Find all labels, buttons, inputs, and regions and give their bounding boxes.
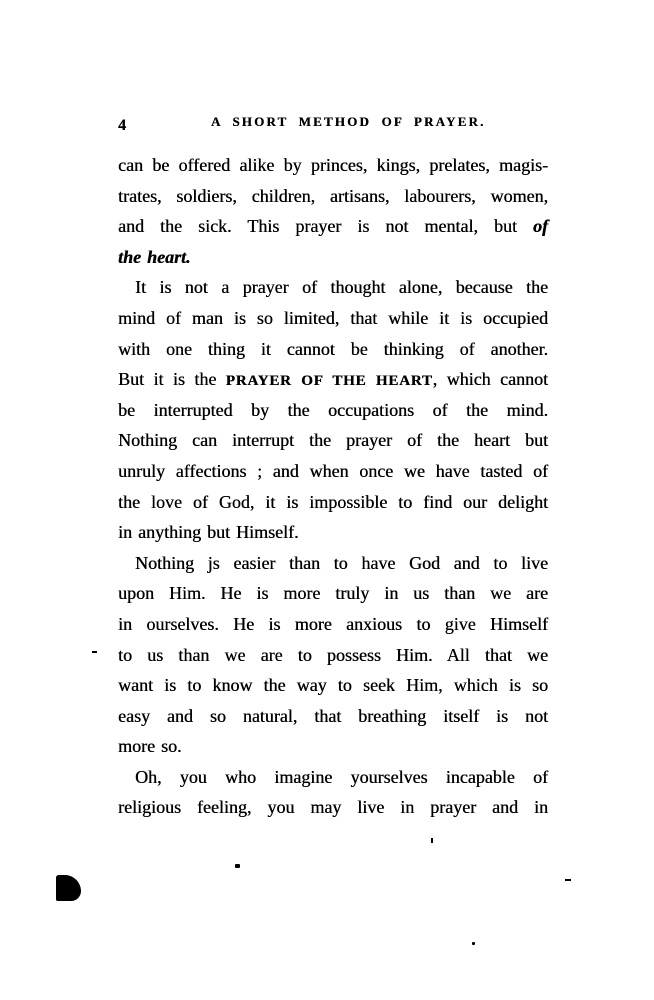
- text-line: Oh, you who imagine yourselves incapable of: [135, 766, 548, 787]
- text-line: in anything but Himself.: [118, 522, 299, 543]
- italic-text: the heart.: [118, 246, 191, 267]
- text-line: mind of man is so limited, that while it is occupied: [118, 307, 548, 328]
- text-line: the love of God, it is impossible to find our delight: [118, 491, 548, 512]
- text-line: But it is the PRAYER OF THE HEART, which cannot: [118, 369, 548, 390]
- ink-blot: [56, 875, 81, 901]
- ink-speck: [235, 864, 240, 868]
- text-line: Nothing js easier than to have God and to live: [135, 552, 548, 573]
- ink-speck: [565, 879, 571, 881]
- text-line: trates, soldiers, children, artisans, labourers, women,: [118, 185, 548, 206]
- page-number: 4: [118, 117, 126, 134]
- small-caps-text: PRAYER OF THE HEART: [225, 373, 433, 390]
- ink-speck: [92, 651, 97, 653]
- text-line: [118, 242, 548, 273]
- body-text: [118, 150, 548, 823]
- text-line: to us than we are to possess Him. All that we: [118, 644, 548, 665]
- text-line: can be offered alike by princes, kings, prelates, magis-: [118, 155, 548, 175]
- text-line: easy and so natural, that breathing itself is not: [118, 705, 548, 726]
- text-line: It is not a prayer of thought alone, because the: [135, 277, 548, 298]
- text-line: Nothing can interrupt the prayer of the heart but: [118, 430, 548, 451]
- text-line: religious feeling, you may live in prayer and in: [118, 797, 548, 818]
- text-line: with one thing it cannot be thinking of another.: [118, 338, 548, 359]
- text-line: more so.: [118, 736, 182, 757]
- text-line: upon Him. He is more truly in us than we are: [118, 583, 548, 604]
- running-title: A SHORT METHOD OF PRAYER.: [211, 114, 486, 129]
- text-line: and the sick. This prayer is not mental, but of: [118, 216, 548, 237]
- text-line: unruly affections ; and when once we have tasted of: [118, 460, 548, 481]
- italic-text: of: [533, 216, 548, 237]
- ink-speck: [431, 838, 433, 843]
- ink-speck: [472, 942, 475, 945]
- text-line: want is to know the way to seek Him, which is so: [118, 675, 548, 696]
- text-line: be interrupted by the occupations of the mind.: [118, 399, 548, 420]
- text-line: in ourselves. He is more anxious to give Himself: [118, 613, 548, 634]
